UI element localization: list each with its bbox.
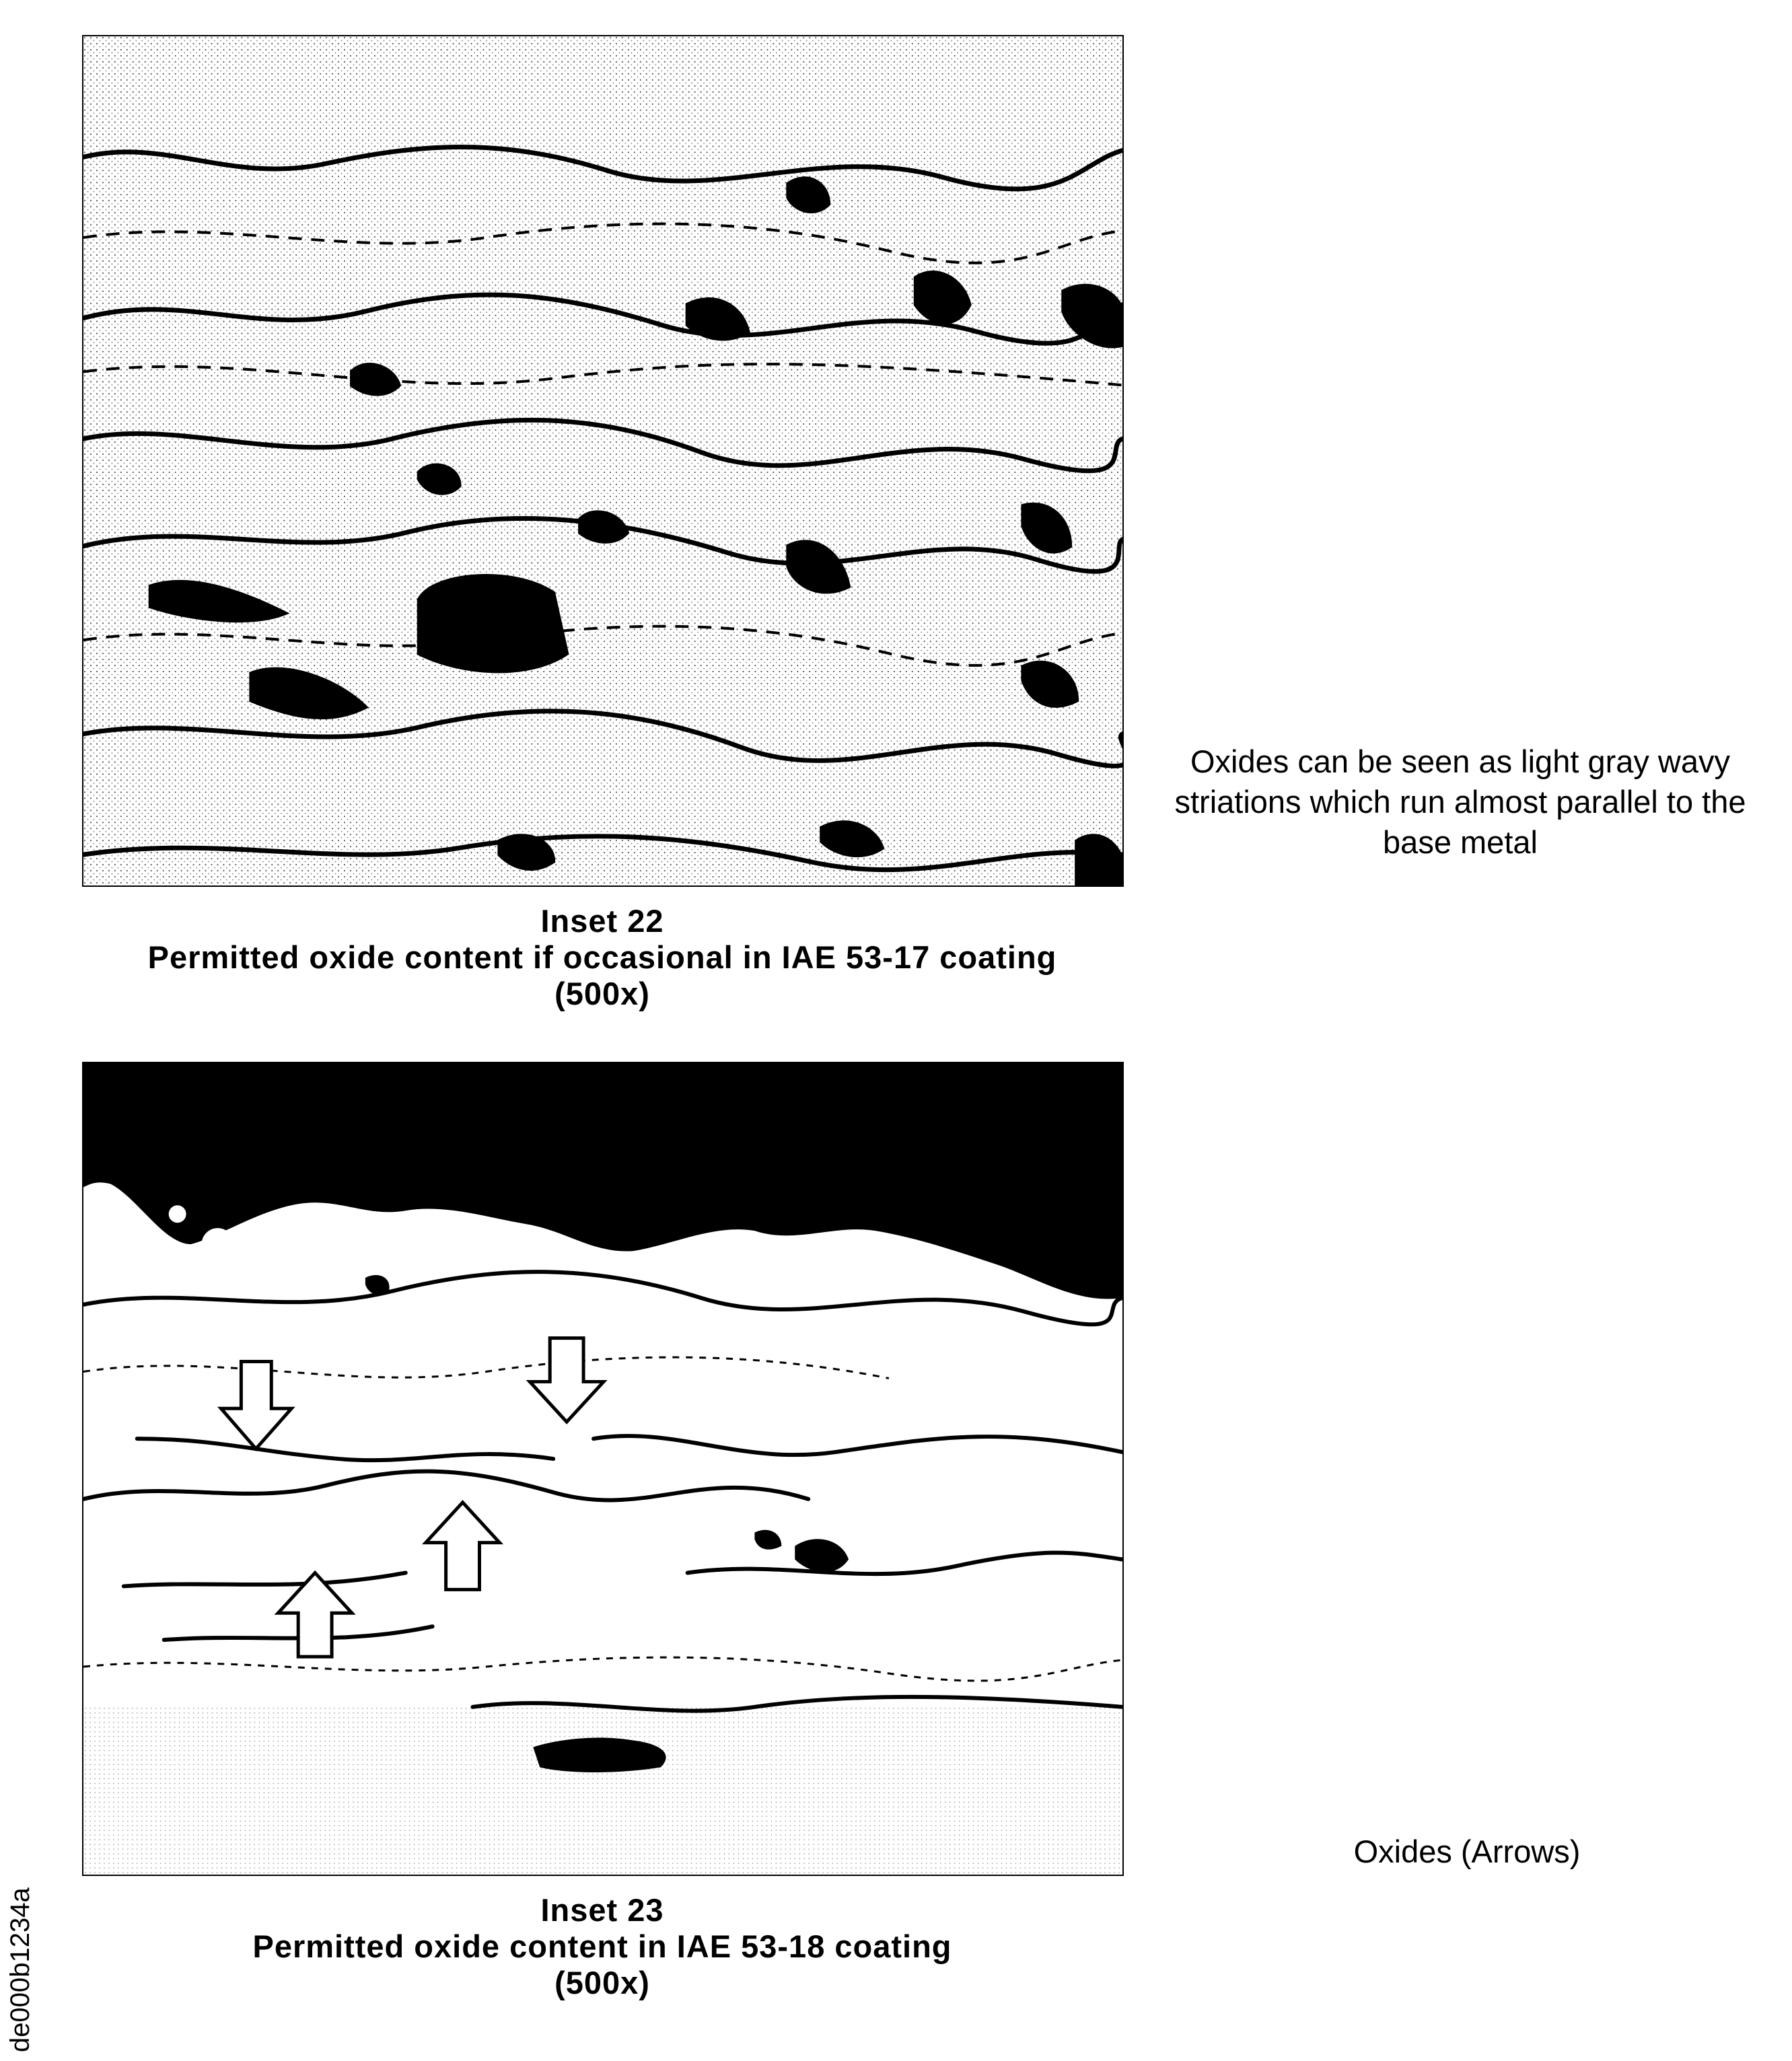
coating-cross-section-image-arrows — [83, 1063, 1122, 1875]
inset-22-micrograph — [82, 35, 1124, 887]
inset-23-micrograph — [82, 1062, 1124, 1876]
document-id-text: de000b1234a — [5, 1887, 35, 2052]
inset-23-side-note: Oxides (Arrows) — [1353, 1834, 1581, 1869]
inset-23-magnification: (500x) — [554, 1965, 650, 2000]
coating-cross-section-image — [83, 36, 1122, 885]
inset-23-caption — [40, 1892, 1164, 2001]
document-id-vertical — [5, 1887, 35, 2052]
inset-22-magnification: (500x) — [554, 976, 650, 1011]
inset-23-description: Permitted oxide content in IAE 53-18 coating — [252, 1928, 952, 1964]
inset-23-title: Inset 23 — [540, 1892, 664, 1928]
inset-22-description: Permitted oxide content if occasional in IAE 53-17 coating — [147, 939, 1057, 975]
inset-22-caption — [40, 903, 1164, 1012]
inset-22-side-note: Oxides can be seen as light gray wavy striations which run almost parallel to the base metal — [1174, 744, 1746, 860]
inset-22-title: Inset 22 — [540, 903, 664, 939]
